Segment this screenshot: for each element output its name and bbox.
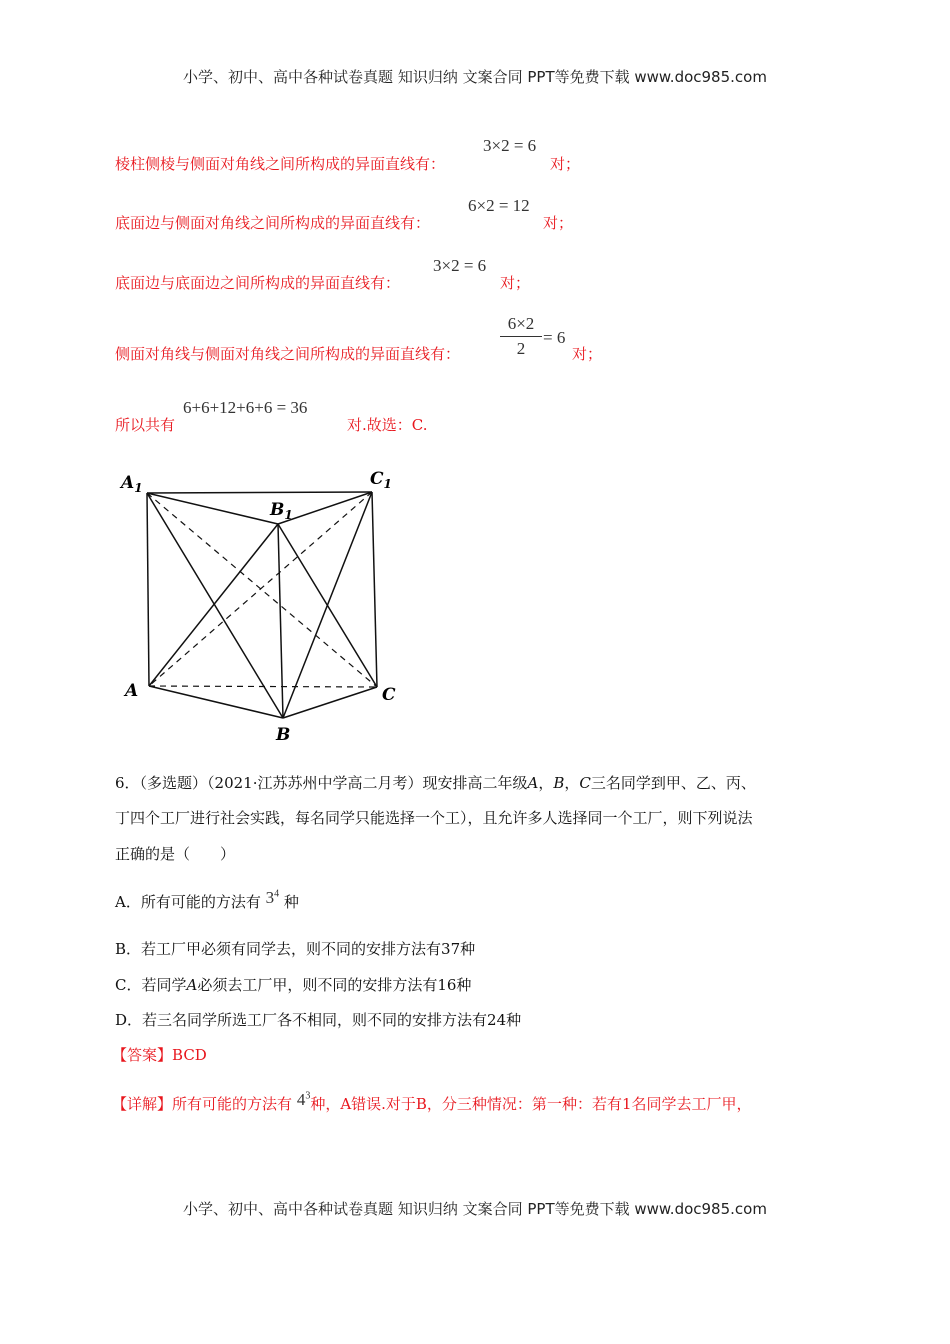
edge-c1-c (372, 492, 377, 687)
question-text-a: 6．（多选题）（2021·江苏苏州中学高二月考）现安排高二年级 (115, 774, 528, 792)
detail-pre: 所有可能的方法有 (172, 1095, 293, 1113)
var-a: A (527, 774, 539, 792)
explanation-line-4 (115, 343, 460, 364)
edge-b-c (283, 687, 377, 718)
answer-line (112, 1044, 207, 1065)
explanation-line-2 (115, 212, 430, 233)
line-5-suffix: 对.故选：C. (347, 416, 428, 434)
detail-line (112, 1090, 752, 1114)
detail-post: 种，A错误.对于B，分三种情况：第一种：若有1名同学去工厂甲， (310, 1095, 752, 1113)
explanation-line-5 (115, 414, 175, 435)
equation-3: 3×2 = 6 (433, 256, 487, 275)
line-4-label: 侧面对角线与侧面对角线之间所构成的异面直线有： (115, 345, 461, 363)
option-c-pre: C．若同学 (115, 976, 187, 994)
edge-b1-b (278, 524, 283, 718)
label-a1: $A_1$ (121, 473, 143, 495)
option-b: B．若工厂甲必须有同学去，则不同的安排方法有37种 (115, 940, 476, 958)
sep-2: ， (564, 774, 580, 792)
fraction-denominator: 2 (516, 339, 526, 358)
label-b1: $B_1$ (270, 500, 293, 522)
edge-a1-a (147, 493, 149, 686)
question-text-b: 三名同学到甲、乙、丙、 (590, 774, 756, 792)
page-header: 小学、初中、高中各种试卷真题 知识归纳 文案合同 PPT等免费下载 www.doc985.com (183, 68, 767, 86)
explanation-line-3 (115, 272, 400, 293)
option-c-var: A (186, 976, 198, 994)
option-c (115, 974, 471, 995)
fraction-bar (500, 336, 542, 337)
line-3-suffix: 对； (500, 274, 531, 292)
answer-tag: 【答案】 (112, 1046, 173, 1064)
diag-c1-b (283, 492, 372, 718)
option-a-text: A．所有可能的方法有 (115, 893, 261, 911)
detail-power: $4^3$ (296, 1090, 311, 1109)
line-4-suffix: 对； (572, 345, 603, 363)
page-footer: 小学、初中、高中各种试卷真题 知识归纳 文案合同 PPT等免费下载 www.doc985.com (183, 1200, 767, 1218)
question-line-3: 正确的是（ ） (115, 845, 236, 863)
line-5-label: 所以共有 (115, 416, 176, 434)
option-a-tail: 种 (283, 893, 299, 911)
line-2-label: 底面边与侧面对角线之间所构成的异面直线有： (115, 214, 431, 232)
option-c-post: 必须去工厂甲，则不同的安排方法有16种 (197, 976, 472, 994)
fraction (500, 314, 542, 359)
sep-1: ， (538, 774, 554, 792)
option-a (115, 888, 299, 912)
diag-b1-a (149, 524, 278, 686)
answer-value: BCD (172, 1046, 207, 1064)
label-c1: $C_1$ (370, 469, 392, 491)
explanation-line-1 (115, 153, 445, 174)
var-c: C (579, 774, 591, 792)
diag-a1-b (147, 493, 283, 718)
var-b: B (553, 774, 565, 792)
line-2-suffix: 对； (543, 214, 574, 232)
equation-1: 3×2 = 6 (483, 136, 537, 155)
diag-a1-c (147, 493, 377, 687)
fraction-result: = 6 (543, 328, 566, 347)
edge-a1-b1 (147, 493, 278, 524)
question-line-1 (115, 772, 756, 793)
edge-a1-c1 (147, 492, 372, 493)
option-d: D．若三名同学所选工厂各不相同，则不同的安排方法有24种 (115, 1011, 522, 1029)
detail-tag: 【详解】 (112, 1095, 173, 1113)
line-1-label: 棱柱侧棱与侧面对角线之间所构成的异面直线有： (115, 155, 446, 173)
question-line-2: 丁四个工厂进行社会实践，每名同学只能选择一个工），且允许多人选择同一个工厂，则下列说法 (115, 809, 753, 827)
line-3-label: 底面边与底面边之间所构成的异面直线有： (115, 274, 401, 292)
diag-c1-a (149, 492, 372, 686)
label-b: B (276, 725, 291, 745)
option-a-power: $3^4$ (265, 888, 280, 907)
edge-a-b (149, 686, 283, 718)
prism-figure (115, 465, 415, 745)
fraction-numerator: 6×2 (507, 314, 535, 333)
line-1-suffix: 对； (550, 155, 581, 173)
equation-2: 6×2 = 12 (468, 196, 530, 215)
label-c: C (382, 685, 396, 705)
label-a: A (125, 681, 139, 701)
equation-5: 6+6+12+6+6 = 36 (183, 398, 308, 417)
edge-a-c (149, 686, 377, 687)
